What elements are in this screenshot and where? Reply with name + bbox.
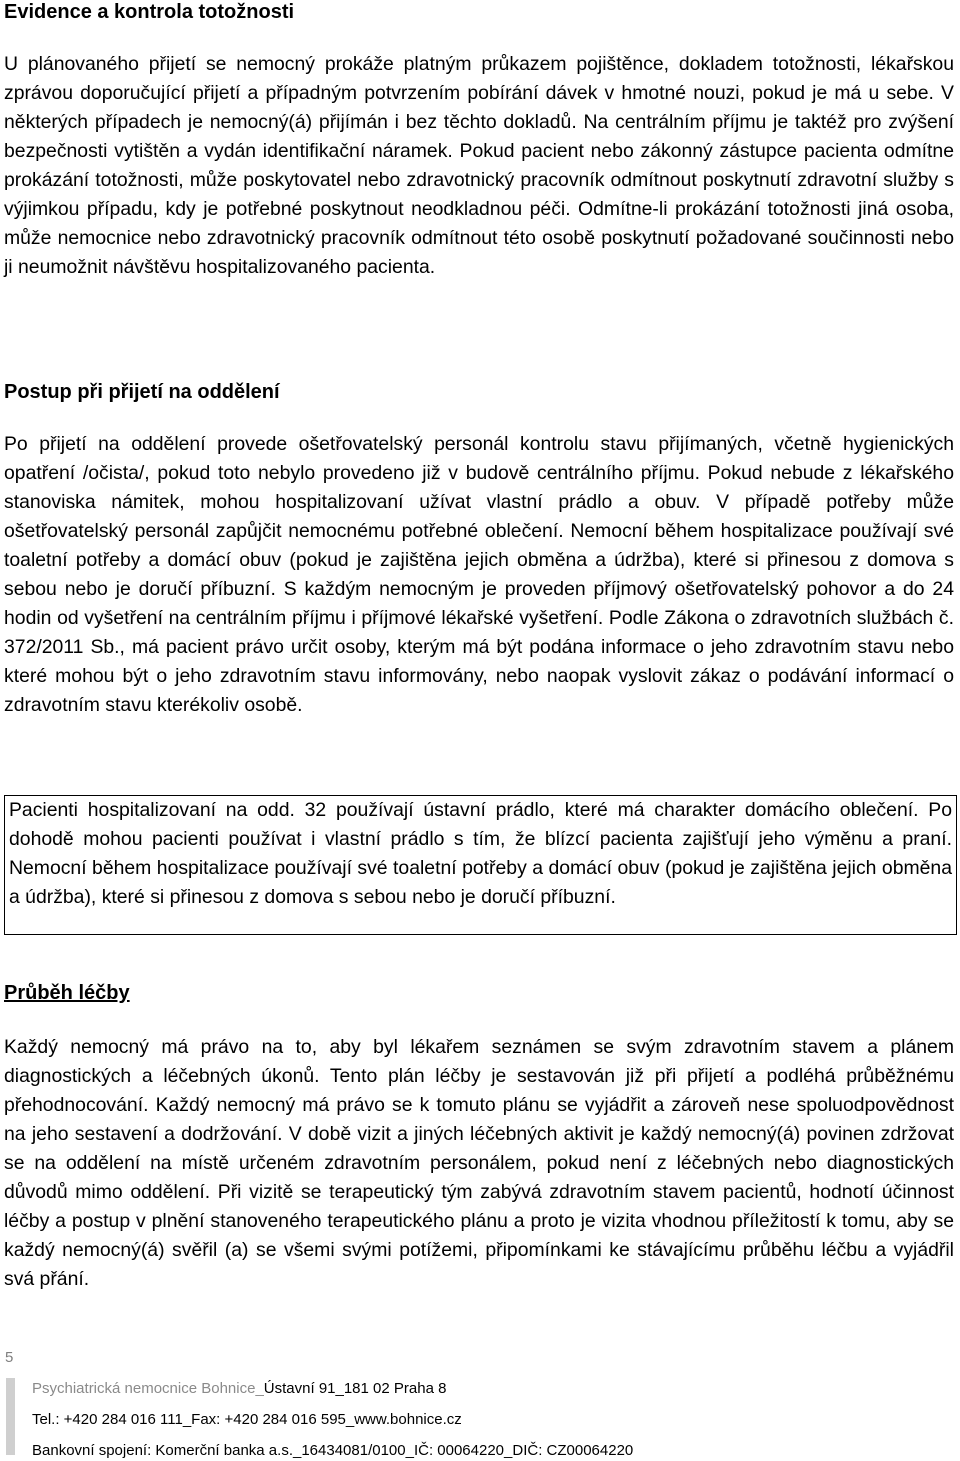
footer-accent-bar: [6, 1378, 15, 1455]
paragraph-admission: Po přijetí na oddělení provede ošetřovatelský personál kontrolu stavu přijímaných, včetně hygienických opatření /očista/, pokud toto nebylo provedeno již v budově centrálního příjmu. Pokud nebude z lékařského stanoviska námitek, mohou hospitalizovaní užívat vlastní prádlo a obuv. V případě potřeby může ošetřovatelský personál zapůjčit nemocnému potřebné oblečení. Nemocní během hospitalizace používají své toaletní potřeby a domácí obuv (pokud je zajištěna jejich obměna a údržba), které si přinesou z domova s sebou nebo je doručí příbuzní. S každým nemocným je proveden příjmový ošetřovatelský pohovor a do 24 hodin od vyšetření na centrálním příjmu i příjmové lékařské vyšetření. Podle Zákona o zdravotních službách č. 372/2011 Sb., má pacient právo určit osoby, kterým má být podána informace o jeho zdravotním stavu nebo které mohou být o jeho zdravotním stavu informovány, nebo naopak vyslovit zákaz o podávání informací o zdravotním stavu kterékoliv osobě.: [4, 433, 954, 716]
section-title-treatment: Průběh léčby: [4, 982, 130, 1004]
footer-bank-info: Bankovní spojení: Komerční banka a.s._16434081/0100_IČ: 00064220_DIČ: CZ00064220: [32, 1442, 634, 1459]
section-title-admission: Postup při přijetí na oddělení: [4, 381, 280, 403]
paragraph-treatment: Každý nemocný má právo na to, aby byl lékařem seznámen se svým zdravotním stavem a plánem diagnostických a léčebných úkonů. Tento plán léčby je sestavován již při přijetí a podléhá průběžnému přehodnocování. Každý nemocný má právo se k tomuto plánu se vyjádřit a zároveň nese spoluodpovědnost na jeho sestavení a dodržování. V době vizit a jiných léčebných aktivit je každý nemocný(á) povinen zdržovat se na oddělení na místě určeném zdravotním personálem, pokud není z léčebných nebo diagnostických důvodů mimo oddělení. Při vizitě se terapeutický tým zabývá zdravotním stavem pacientů, hodnotí účinnost léčby a postup v plnění stanoveného terapeutického plánu a proto je vizita vhodnou příležitostí k tomu, aby se každý nemocný(á) svěřil (a) se všemi svými potížemi, připomínkami ke stávajícímu průběhu léčbu a vyjádřil svá přání.: [4, 1036, 954, 1290]
footer-institution-name: Psychiatrická nemocnice Bohnice_: [32, 1380, 264, 1397]
footer-address: [32, 1380, 446, 1398]
footer-street-address: Ústavní 91_181 02 Praha 8: [263, 1380, 447, 1397]
footer-contact: Tel.: +420 284 016 111_Fax: +420 284 016 595_www.bohnice.cz: [32, 1411, 462, 1428]
page-number: 5: [5, 1349, 14, 1366]
section-title-identity: Evidence a kontrola totožnosti: [4, 1, 295, 23]
boxed-note: [4, 795, 957, 935]
paragraph-identity: U plánovaného přijetí se nemocný prokáže platným průkazem pojištěnce, dokladem totožnosti, lékařskou zprávou doporučující přijetí a případným potvrzením pobírání dávek v hmotné nouzi, pokud je má u sebe. V některých případech je nemocný(á) přijímán i bez těchto dokladů. Na centrálním příjmu je taktéž pro zvýšení bezpečnosti vytištěn a vydán identifikační náramek. Pokud pacient nebo zákonný zástupce pacienta odmítne prokázání totožnosti, může poskytovatel nebo zdravotnický pracovník odmítnout poskytnutí zdravotní služby s výjimkou případu, kdy je potřebné poskytnout neodkladnou péči. Odmítne-li prokázání totožnosti jiná osoba, může nemocnice nebo zdravotnický pracovník odmítnout této osobě poskytnutí požadované součinnosti nebo ji neumožnit návštěvu hospitalizovaného pacienta.: [4, 53, 954, 278]
paragraph-ward-32: Pacienti hospitalizovaní na odd. 32 používají ústavní prádlo, které má charakter domácího oblečení. Po dohodě mohou pacienti používat i vlastní prádlo s tím, že blízcí pacienta zajišťují jeho výměnu a praní. Nemocní během hospitalizace používají své toaletní potřeby a domácí obuv (pokud je zajištěna jejich obměna a údržba), které si přinesou z domova s sebou nebo je doručí příbuzní.: [9, 799, 952, 908]
